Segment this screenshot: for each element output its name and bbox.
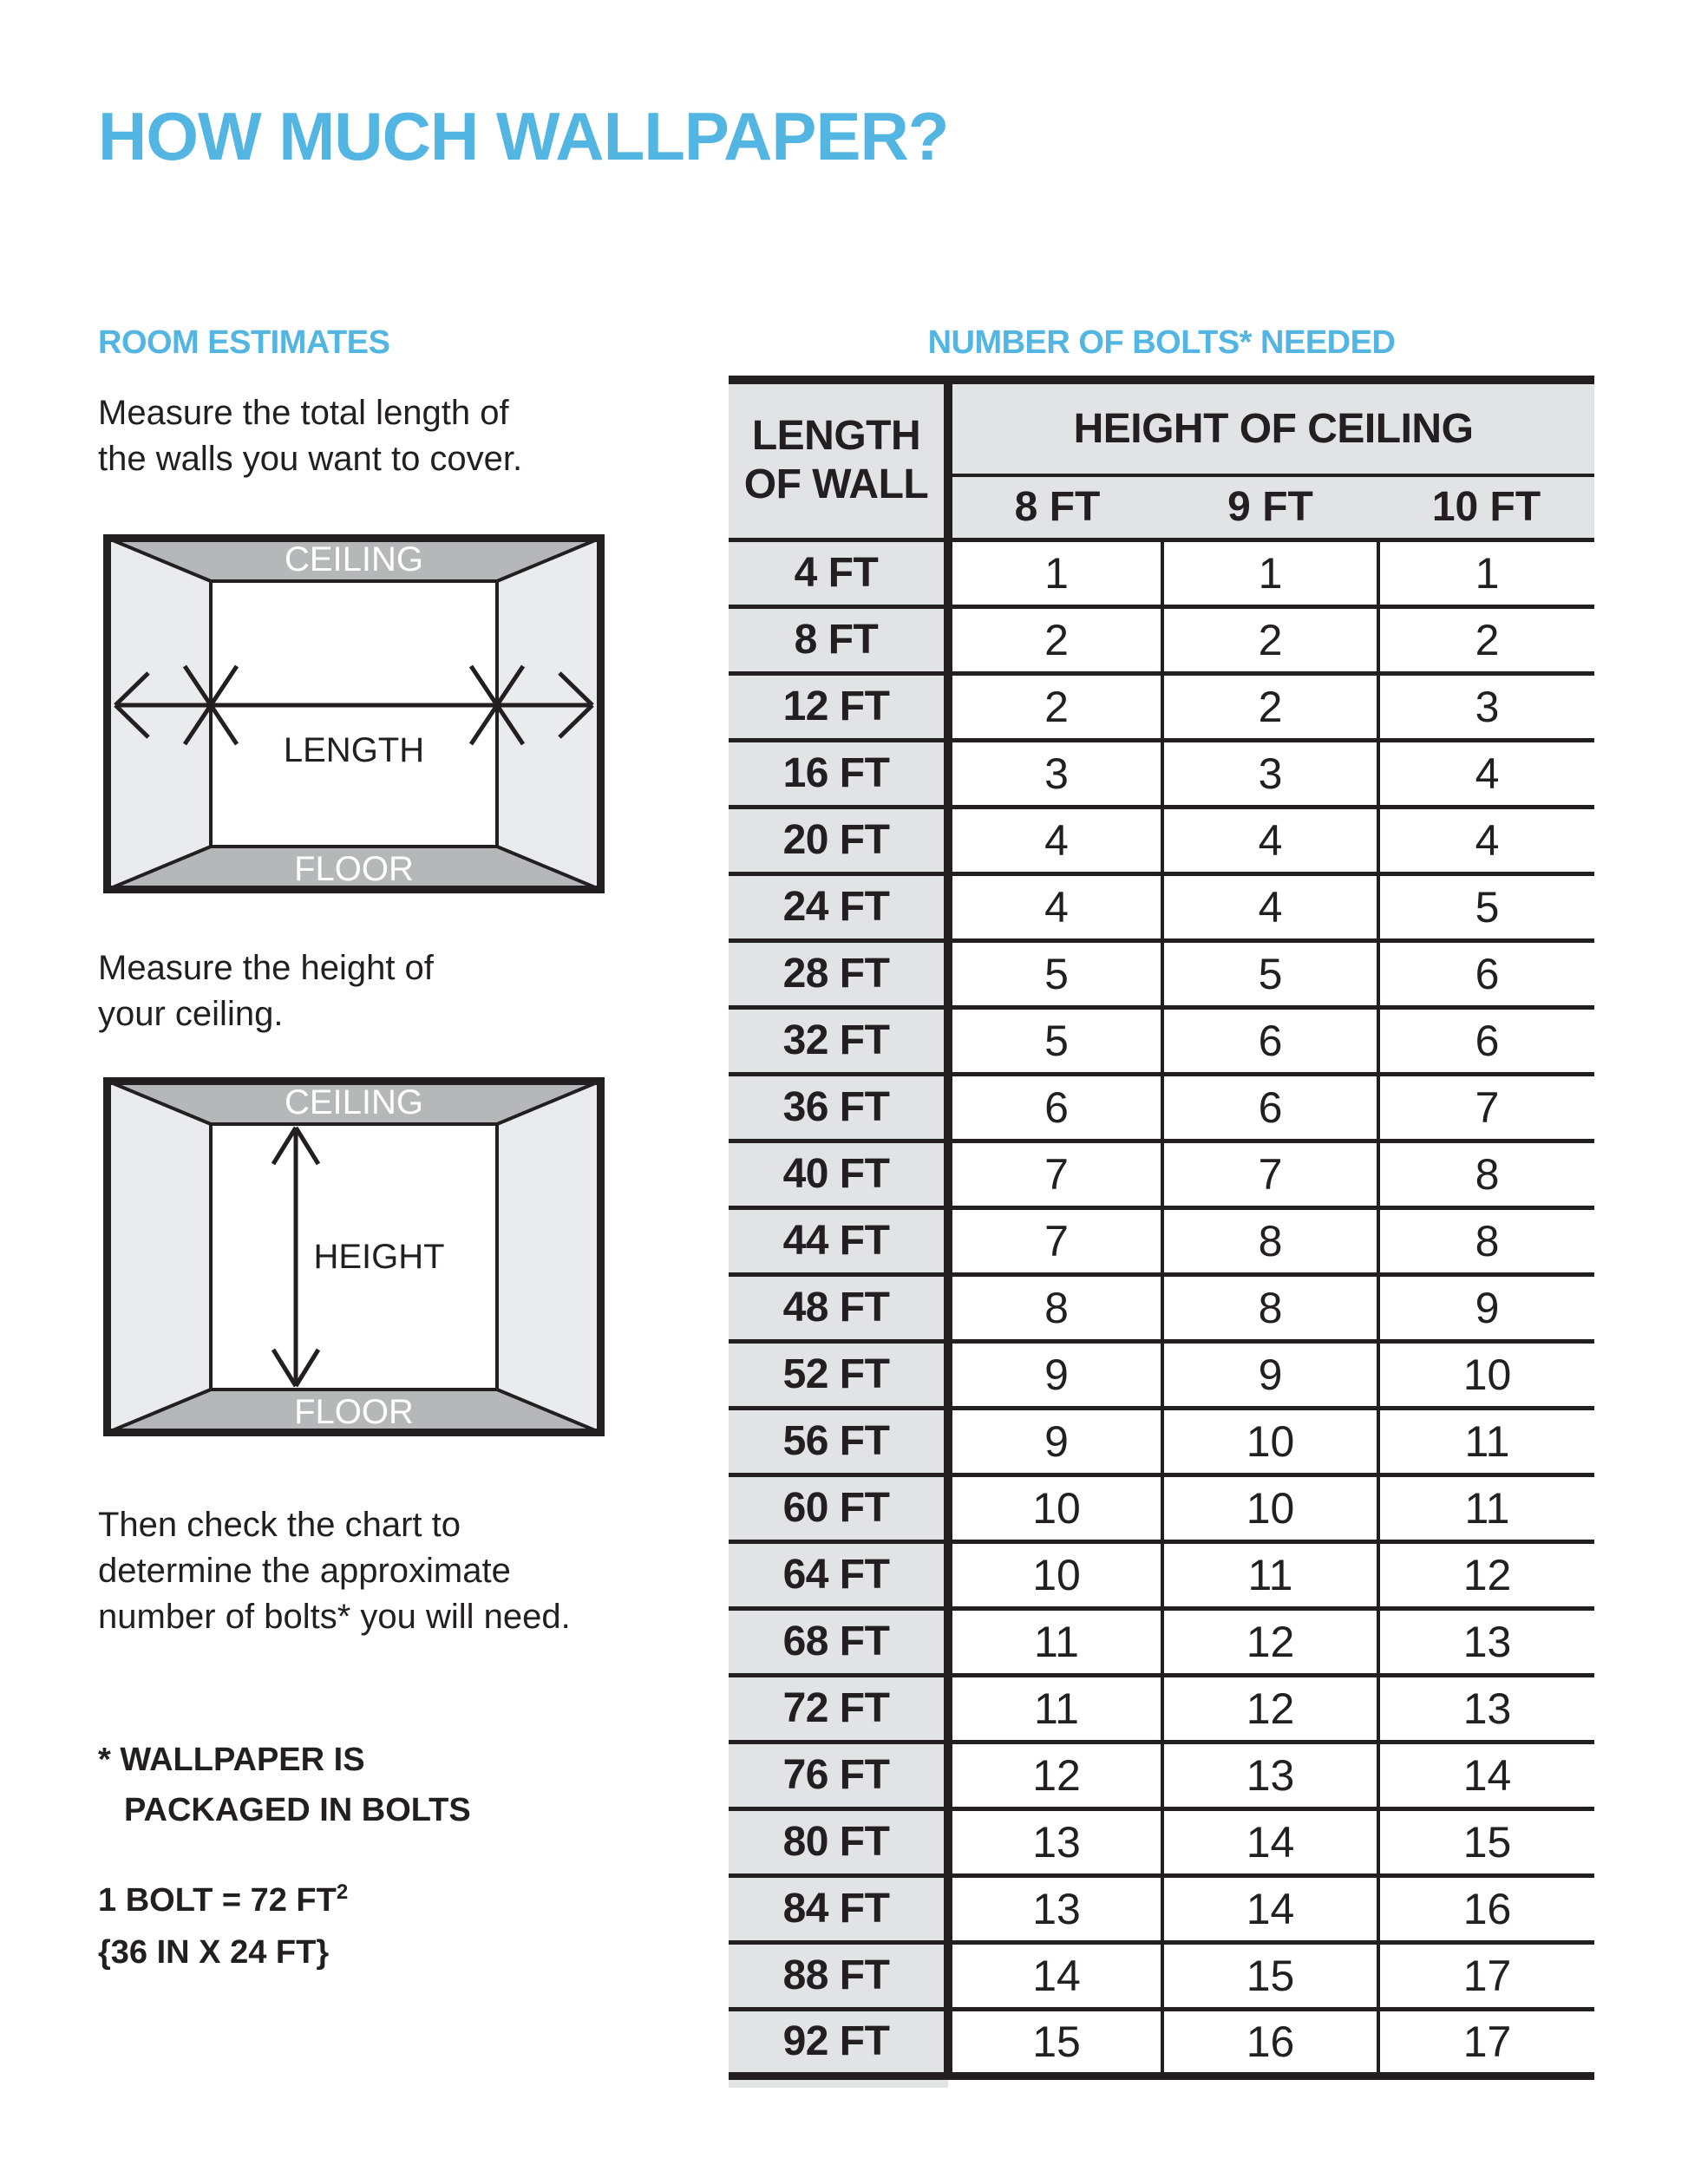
room-diagram-length: [103, 534, 605, 893]
bolt-count-cell: 4: [1162, 807, 1378, 873]
text-line: Measure the total length of: [98, 394, 509, 432]
row-header-wall-length: 72 FT: [729, 1675, 948, 1742]
bolt-count-cell: 6: [948, 1074, 1162, 1141]
row-header-wall-length: 88 FT: [729, 1942, 948, 2009]
bolt-count-cell: 13: [948, 1875, 1162, 1942]
bolt-count-cell: 13: [948, 1808, 1162, 1875]
row-header-wall-length: 56 FT: [729, 1408, 948, 1475]
table-row: [729, 807, 1594, 873]
row-header-wall-length: 8 FT: [729, 606, 948, 673]
row-header-wall-length: 92 FT: [729, 2009, 948, 2076]
table-row: [729, 1675, 1594, 1742]
text-line: Measure the height of: [98, 949, 434, 987]
bolt-count-cell: 3: [1162, 740, 1378, 807]
bolt-count-cell: 11: [1378, 1408, 1594, 1475]
table-row: [729, 539, 1594, 606]
table-row: [729, 1341, 1594, 1408]
bolt-count-cell: 5: [1378, 873, 1594, 940]
bolt-count-cell: 11: [1162, 1541, 1378, 1608]
bolt-count-cell: 6: [1162, 1007, 1378, 1074]
bolt-count-cell: 11: [1378, 1475, 1594, 1541]
bolt-count-cell: 16: [1162, 2009, 1378, 2076]
col-header-10ft: 10 FT: [1378, 475, 1594, 539]
height-measure-label: HEIGHT: [313, 1238, 445, 1276]
bolt-count-cell: 9: [948, 1341, 1162, 1408]
bolt-count-cell: 3: [1378, 673, 1594, 740]
bolt-count-cell: 11: [948, 1608, 1162, 1675]
bolt-count-cell: 10: [1378, 1341, 1594, 1408]
bolt-count-cell: 16: [1378, 1875, 1594, 1942]
table-row: [729, 740, 1594, 807]
row-header-wall-length: 32 FT: [729, 1007, 948, 1074]
row-header-wall-length: 68 FT: [729, 1608, 948, 1675]
corner-header-line: LENGTH: [751, 413, 921, 460]
bolt-count-cell: 12: [948, 1742, 1162, 1808]
row-header-wall-length: 4 FT: [729, 539, 948, 606]
text-line: your ceiling.: [98, 995, 284, 1033]
bolt-equation-text: 1 BOLT = 72 FT: [98, 1882, 337, 1919]
bolt-count-cell: 11: [948, 1675, 1162, 1742]
bolt-count-cell: 8: [1162, 1207, 1378, 1274]
row-header-wall-length: 48 FT: [729, 1274, 948, 1341]
row-header-wall-length: 28 FT: [729, 940, 948, 1007]
bolt-count-cell: 14: [948, 1942, 1162, 2009]
table-row: [729, 1408, 1594, 1475]
table-row: [729, 1808, 1594, 1875]
table-top-border: [729, 376, 1594, 384]
page-title: HOW MUCH WALLPAPER?: [98, 98, 949, 174]
row-header-wall-length: 24 FT: [729, 873, 948, 940]
table-row: [729, 606, 1594, 673]
bolt-count-cell: 4: [1378, 807, 1594, 873]
bolt-count-cell: 15: [948, 2009, 1162, 2076]
bolt-count-cell: 4: [1162, 873, 1378, 940]
bolt-count-cell: 8: [948, 1274, 1162, 1341]
bolts-needed-heading: NUMBER OF BOLTS* NEEDED: [927, 324, 1396, 361]
bolt-count-cell: 5: [1162, 940, 1378, 1007]
text-line: the walls you want to cover.: [98, 440, 523, 478]
table-row: [729, 940, 1594, 1007]
table-row: [729, 1742, 1594, 1808]
col-header-8ft: 8 FT: [948, 475, 1162, 539]
bolt-count-cell: 4: [1378, 740, 1594, 807]
bolt-equation: [98, 1882, 348, 1919]
bolt-count-cell: 2: [948, 606, 1162, 673]
floor-label: FLOOR: [294, 1393, 414, 1431]
bolt-count-cell: 6: [1162, 1074, 1378, 1141]
instruction-measure-length: [98, 390, 522, 482]
row-header-wall-length: 20 FT: [729, 807, 948, 873]
bolt-count-cell: 10: [948, 1541, 1162, 1608]
text-line: number of bolts* you will need.: [98, 1598, 571, 1636]
group-header-height-of-ceiling: HEIGHT OF CEILING: [948, 384, 1594, 475]
bolt-count-cell: 5: [948, 1007, 1162, 1074]
table-row: [729, 1942, 1594, 2009]
table-row: [729, 1074, 1594, 1141]
bolt-count-cell: 2: [1162, 673, 1378, 740]
bolt-count-cell: 12: [1162, 1608, 1378, 1675]
table-row: [729, 1007, 1594, 1074]
bolt-count-cell: 8: [1378, 1207, 1594, 1274]
bolt-count-cell: 9: [948, 1408, 1162, 1475]
table-row: [729, 1475, 1594, 1541]
bolt-count-cell: 10: [1162, 1408, 1378, 1475]
table-row: [729, 873, 1594, 940]
bolt-count-cell: 4: [948, 873, 1162, 940]
left-wall-surface: [107, 1081, 211, 1433]
row-header-wall-length: 84 FT: [729, 1875, 948, 1942]
row-header-wall-length: 16 FT: [729, 740, 948, 807]
bolts-table-section: [729, 376, 1594, 2088]
row-header-wall-length: 60 FT: [729, 1475, 948, 1541]
row-header-wall-length: 40 FT: [729, 1141, 948, 1207]
room-estimates-heading: ROOM ESTIMATES: [98, 324, 390, 361]
bolt-count-cell: 7: [948, 1141, 1162, 1207]
bolt-count-cell: 1: [1378, 539, 1594, 606]
footnote-wallpaper-line2: PACKAGED IN BOLTS: [124, 1792, 471, 1828]
table-row: [729, 1608, 1594, 1675]
bolt-count-cell: 1: [948, 539, 1162, 606]
room-diagram-height: [103, 1077, 605, 1436]
table-row: [729, 1141, 1594, 1207]
corner-header-length-of-wall: [729, 384, 948, 539]
bolt-count-cell: 3: [948, 740, 1162, 807]
table-row: [729, 1207, 1594, 1274]
bolt-count-cell: 15: [1162, 1942, 1378, 2009]
row-header-wall-length: 36 FT: [729, 1074, 948, 1141]
bolt-count-cell: 17: [1378, 2009, 1594, 2076]
bolt-count-cell: 7: [1378, 1074, 1594, 1141]
bolt-count-cell: 8: [1378, 1141, 1594, 1207]
table-row: [729, 1541, 1594, 1608]
row-header-wall-length: 76 FT: [729, 1742, 948, 1808]
ceiling-label: CEILING: [284, 1083, 424, 1121]
table-row: [729, 2009, 1594, 2076]
text-line: determine the approximate: [98, 1552, 511, 1590]
back-wall: [211, 581, 497, 847]
table-left-column-overhang: [729, 2080, 948, 2088]
bolt-count-cell: 9: [1162, 1341, 1378, 1408]
bolt-count-cell: 15: [1378, 1808, 1594, 1875]
bolt-count-cell: 12: [1378, 1541, 1594, 1608]
bolt-count-cell: 12: [1162, 1675, 1378, 1742]
bolt-count-cell: 4: [948, 807, 1162, 873]
bolt-equation-exponent: 2: [336, 1880, 349, 1904]
bolt-count-cell: 10: [948, 1475, 1162, 1541]
bolt-count-cell: 2: [1378, 606, 1594, 673]
bolt-count-cell: 10: [1162, 1475, 1378, 1541]
bolt-count-cell: 1: [1162, 539, 1378, 606]
table-row: [729, 673, 1594, 740]
bolt-dimensions: {36 IN X 24 FT}: [98, 1934, 330, 1971]
instruction-check-chart: [98, 1502, 571, 1640]
length-measure-label: LENGTH: [283, 731, 425, 769]
bolt-count-cell: 14: [1378, 1742, 1594, 1808]
col-header-9ft: 9 FT: [1162, 475, 1378, 539]
table-row: [729, 1875, 1594, 1942]
bolt-count-cell: 2: [1162, 606, 1378, 673]
bolt-count-cell: 8: [1162, 1274, 1378, 1341]
room-perspective-drawing: [103, 1077, 605, 1436]
bolt-count-cell: 13: [1162, 1742, 1378, 1808]
bolt-count-cell: 7: [1162, 1141, 1378, 1207]
footnote-wallpaper-line1: * WALLPAPER IS: [98, 1742, 365, 1778]
bolt-count-cell: 9: [1378, 1274, 1594, 1341]
bolt-count-cell: 13: [1378, 1675, 1594, 1742]
instruction-measure-height: [98, 945, 434, 1037]
row-header-wall-length: 44 FT: [729, 1207, 948, 1274]
row-header-wall-length: 64 FT: [729, 1541, 948, 1608]
bolt-count-cell: 2: [948, 673, 1162, 740]
room-perspective-drawing: [103, 534, 605, 893]
bolt-count-cell: 14: [1162, 1875, 1378, 1942]
bolt-count-cell: 6: [1378, 940, 1594, 1007]
bolts-table-body: [729, 539, 1594, 2076]
bolt-count-cell: 7: [948, 1207, 1162, 1274]
floor-label: FLOOR: [294, 850, 414, 888]
text-line: Then check the chart to: [98, 1506, 461, 1544]
row-header-wall-length: 12 FT: [729, 673, 948, 740]
bolt-count-cell: 17: [1378, 1942, 1594, 2009]
right-wall-surface: [497, 1081, 601, 1433]
corner-header-line: OF WALL: [743, 461, 929, 508]
row-header-wall-length: 80 FT: [729, 1808, 948, 1875]
bolt-count-cell: 6: [1378, 1007, 1594, 1074]
bolt-count-cell: 14: [1162, 1808, 1378, 1875]
table-row: [729, 1274, 1594, 1341]
ceiling-label: CEILING: [284, 540, 424, 579]
bolt-count-cell: 13: [1378, 1608, 1594, 1675]
bolt-count-cell: 5: [948, 940, 1162, 1007]
row-header-wall-length: 52 FT: [729, 1341, 948, 1408]
bolts-table: [729, 384, 1594, 2080]
